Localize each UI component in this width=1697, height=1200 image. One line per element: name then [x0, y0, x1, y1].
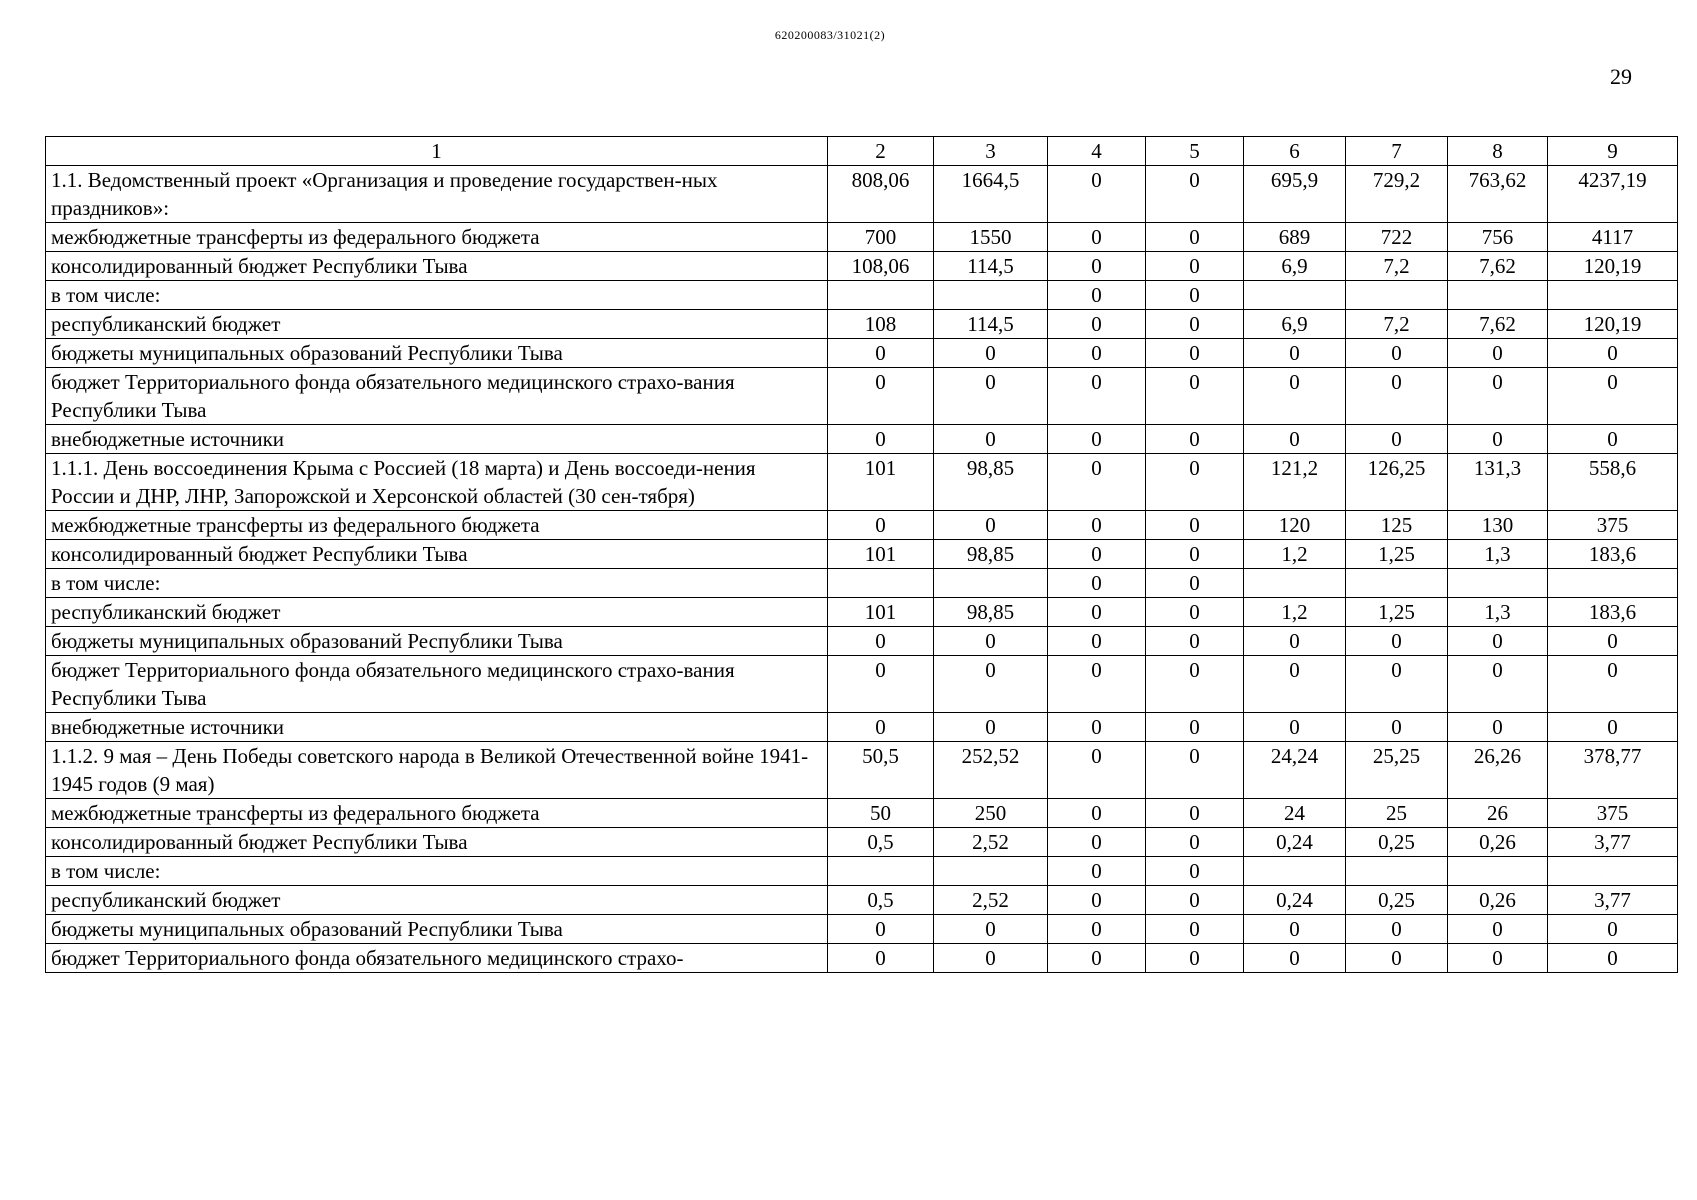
- value-cell: 0: [1146, 511, 1244, 540]
- row-label: 1.1.1. День воссоединения Крыма с Россией (18 марта) и День воссоеди-нения России и ДНР, ЛНР, Запорожской и Херсонской областей (30 сен-тября): [46, 454, 828, 511]
- value-cell: 0: [934, 339, 1048, 368]
- column-header: 2: [828, 137, 934, 166]
- table-row: [46, 598, 1678, 627]
- value-cell: [828, 569, 934, 598]
- value-cell: 0: [1146, 281, 1244, 310]
- value-cell: 101: [828, 540, 934, 569]
- value-cell: 50,5: [828, 742, 934, 799]
- value-cell: 114,5: [934, 252, 1048, 281]
- value-cell: 1,25: [1346, 540, 1448, 569]
- value-cell: 0: [1146, 425, 1244, 454]
- value-cell: 0: [1146, 569, 1244, 598]
- value-cell: 0: [1146, 742, 1244, 799]
- value-cell: 0: [1146, 886, 1244, 915]
- column-header: 5: [1146, 137, 1244, 166]
- value-cell: 0: [1146, 454, 1244, 511]
- value-cell: 700: [828, 223, 934, 252]
- value-cell: 0: [1448, 627, 1548, 656]
- value-cell: 0: [1048, 223, 1146, 252]
- value-cell: 1,25: [1346, 598, 1448, 627]
- table-row: [46, 425, 1678, 454]
- table-row: [46, 886, 1678, 915]
- value-cell: 26: [1448, 799, 1548, 828]
- value-cell: 0: [1346, 368, 1448, 425]
- value-cell: [1244, 281, 1346, 310]
- value-cell: 0,24: [1244, 886, 1346, 915]
- value-cell: 0: [1244, 713, 1346, 742]
- value-cell: 0: [828, 339, 934, 368]
- value-cell: 0: [1548, 627, 1678, 656]
- value-cell: 0,5: [828, 828, 934, 857]
- value-cell: 183,6: [1548, 540, 1678, 569]
- row-label: бюджеты муниципальных образований Республики Тыва: [46, 339, 828, 368]
- value-cell: 0: [1146, 598, 1244, 627]
- row-label: межбюджетные трансферты из федерального бюджета: [46, 223, 828, 252]
- table-row: [46, 339, 1678, 368]
- value-cell: 0: [1048, 540, 1146, 569]
- value-cell: 0: [1346, 656, 1448, 713]
- value-cell: [1448, 857, 1548, 886]
- value-cell: [1448, 281, 1548, 310]
- value-cell: 0: [1048, 281, 1146, 310]
- value-cell: 24,24: [1244, 742, 1346, 799]
- value-cell: 0: [1448, 944, 1548, 973]
- value-cell: 558,6: [1548, 454, 1678, 511]
- value-cell: 0: [1146, 166, 1244, 223]
- value-cell: 130: [1448, 511, 1548, 540]
- value-cell: 0: [1244, 425, 1346, 454]
- column-header: 3: [934, 137, 1048, 166]
- value-cell: 0: [1346, 713, 1448, 742]
- value-cell: 0: [1146, 339, 1244, 368]
- value-cell: 0,26: [1448, 886, 1548, 915]
- value-cell: [828, 281, 934, 310]
- value-cell: 0: [1146, 656, 1244, 713]
- value-cell: 0: [1548, 944, 1678, 973]
- table-row: [46, 166, 1678, 223]
- value-cell: 0: [1548, 425, 1678, 454]
- value-cell: 98,85: [934, 598, 1048, 627]
- value-cell: 0: [1548, 339, 1678, 368]
- value-cell: 0: [1448, 425, 1548, 454]
- table-row: [46, 310, 1678, 339]
- value-cell: 0: [1146, 799, 1244, 828]
- table-row: [46, 223, 1678, 252]
- table-row: [46, 799, 1678, 828]
- row-label: республиканский бюджет: [46, 886, 828, 915]
- value-cell: 0: [934, 425, 1048, 454]
- value-cell: [934, 281, 1048, 310]
- value-cell: 0: [934, 368, 1048, 425]
- column-header-row: [46, 137, 1678, 166]
- value-cell: [1346, 569, 1448, 598]
- value-cell: 0: [1244, 944, 1346, 973]
- value-cell: 756: [1448, 223, 1548, 252]
- document-code: 620200083/31021(2): [774, 28, 886, 42]
- row-label: в том числе:: [46, 281, 828, 310]
- row-label: консолидированный бюджет Республики Тыва: [46, 252, 828, 281]
- value-cell: 0: [1346, 627, 1448, 656]
- value-cell: 7,62: [1448, 252, 1548, 281]
- value-cell: [828, 857, 934, 886]
- row-label: бюджет Территориального фонда обязательного медицинского страхо-вания Республики Тыва: [46, 656, 828, 713]
- value-cell: [1346, 281, 1448, 310]
- value-cell: 695,9: [1244, 166, 1346, 223]
- value-cell: 0: [1146, 252, 1244, 281]
- value-cell: 50: [828, 799, 934, 828]
- value-cell: 0: [1048, 627, 1146, 656]
- value-cell: 0: [1048, 857, 1146, 886]
- value-cell: [1548, 857, 1678, 886]
- value-cell: 0: [1146, 540, 1244, 569]
- value-cell: 108: [828, 310, 934, 339]
- value-cell: 0: [1448, 656, 1548, 713]
- value-cell: 0: [1048, 569, 1146, 598]
- value-cell: 0: [1548, 713, 1678, 742]
- value-cell: 0: [1448, 915, 1548, 944]
- value-cell: 101: [828, 598, 934, 627]
- value-cell: 120,19: [1548, 310, 1678, 339]
- value-cell: 0,26: [1448, 828, 1548, 857]
- value-cell: 1550: [934, 223, 1048, 252]
- value-cell: 0: [828, 425, 934, 454]
- row-label: республиканский бюджет: [46, 598, 828, 627]
- row-label: внебюджетные источники: [46, 713, 828, 742]
- value-cell: 114,5: [934, 310, 1048, 339]
- value-cell: 126,25: [1346, 454, 1448, 511]
- table-row: [46, 454, 1678, 511]
- value-cell: 0: [1146, 310, 1244, 339]
- value-cell: 0: [1048, 339, 1146, 368]
- value-cell: 0: [1448, 713, 1548, 742]
- row-label: 1.1. Ведомственный проект «Организация и проведение государствен-ных праздников»:: [46, 166, 828, 223]
- value-cell: 0: [1244, 368, 1346, 425]
- value-cell: 0: [1048, 828, 1146, 857]
- value-cell: [1346, 857, 1448, 886]
- value-cell: [1448, 569, 1548, 598]
- value-cell: 0: [1048, 742, 1146, 799]
- value-cell: 0: [1146, 828, 1244, 857]
- table-row: [46, 281, 1678, 310]
- table-row: [46, 368, 1678, 425]
- row-label: в том числе:: [46, 569, 828, 598]
- value-cell: 98,85: [934, 454, 1048, 511]
- value-cell: 98,85: [934, 540, 1048, 569]
- table-body: [46, 166, 1678, 973]
- value-cell: 25: [1346, 799, 1448, 828]
- value-cell: 0: [1346, 944, 1448, 973]
- value-cell: 7,2: [1346, 310, 1448, 339]
- row-label: бюджет Территориального фонда обязательного медицинского страхо-: [46, 944, 828, 973]
- value-cell: 108,06: [828, 252, 934, 281]
- value-cell: 131,3: [1448, 454, 1548, 511]
- value-cell: 120,19: [1548, 252, 1678, 281]
- column-header: 1: [46, 137, 828, 166]
- row-label: внебюджетные источники: [46, 425, 828, 454]
- value-cell: 722: [1346, 223, 1448, 252]
- value-cell: 378,77: [1548, 742, 1678, 799]
- value-cell: 183,6: [1548, 598, 1678, 627]
- column-header: 4: [1048, 137, 1146, 166]
- value-cell: 0: [1448, 368, 1548, 425]
- value-cell: 1,3: [1448, 540, 1548, 569]
- value-cell: 0: [1548, 915, 1678, 944]
- value-cell: 0: [1146, 223, 1244, 252]
- value-cell: 0: [1048, 425, 1146, 454]
- value-cell: 763,62: [1448, 166, 1548, 223]
- value-cell: 101: [828, 454, 934, 511]
- value-cell: 0: [934, 713, 1048, 742]
- column-header: 8: [1448, 137, 1548, 166]
- value-cell: 2,52: [934, 886, 1048, 915]
- value-cell: 6,9: [1244, 310, 1346, 339]
- row-label: межбюджетные трансферты из федерального бюджета: [46, 799, 828, 828]
- value-cell: 0: [828, 368, 934, 425]
- value-cell: 0: [1346, 425, 1448, 454]
- row-label: межбюджетные трансферты из федерального бюджета: [46, 511, 828, 540]
- value-cell: 0: [1048, 944, 1146, 973]
- table-row: [46, 915, 1678, 944]
- value-cell: 0: [1244, 656, 1346, 713]
- value-cell: 729,2: [1346, 166, 1448, 223]
- table-row: [46, 742, 1678, 799]
- value-cell: 3,77: [1548, 886, 1678, 915]
- column-header: 9: [1548, 137, 1678, 166]
- value-cell: 24: [1244, 799, 1346, 828]
- value-cell: [1548, 281, 1678, 310]
- value-cell: 4237,19: [1548, 166, 1678, 223]
- row-label: бюджеты муниципальных образований Республики Тыва: [46, 627, 828, 656]
- value-cell: 0,5: [828, 886, 934, 915]
- value-cell: 125: [1346, 511, 1448, 540]
- value-cell: 0: [1048, 799, 1146, 828]
- value-cell: 0: [1048, 310, 1146, 339]
- value-cell: 7,2: [1346, 252, 1448, 281]
- value-cell: 0: [828, 656, 934, 713]
- budget-table: [45, 136, 1678, 973]
- value-cell: [1548, 569, 1678, 598]
- value-cell: 25,25: [1346, 742, 1448, 799]
- value-cell: 120: [1244, 511, 1346, 540]
- value-cell: 121,2: [1244, 454, 1346, 511]
- value-cell: 1,2: [1244, 598, 1346, 627]
- value-cell: 1,3: [1448, 598, 1548, 627]
- value-cell: 0: [828, 915, 934, 944]
- page-number: 29: [1610, 64, 1632, 89]
- table-row: [46, 252, 1678, 281]
- value-cell: 0: [828, 713, 934, 742]
- value-cell: 6,9: [1244, 252, 1346, 281]
- value-cell: 0: [1244, 339, 1346, 368]
- value-cell: [934, 857, 1048, 886]
- row-label: республиканский бюджет: [46, 310, 828, 339]
- table-row: [46, 627, 1678, 656]
- table-row: [46, 540, 1678, 569]
- value-cell: 0: [1048, 886, 1146, 915]
- value-cell: 0: [828, 511, 934, 540]
- value-cell: 0: [1346, 339, 1448, 368]
- value-cell: [1244, 857, 1346, 886]
- row-label: консолидированный бюджет Республики Тыва: [46, 828, 828, 857]
- value-cell: 0: [1346, 915, 1448, 944]
- value-cell: 1,2: [1244, 540, 1346, 569]
- value-cell: 3,77: [1548, 828, 1678, 857]
- value-cell: 0: [1146, 627, 1244, 656]
- value-cell: 0: [934, 627, 1048, 656]
- value-cell: 0: [1048, 166, 1146, 223]
- row-label: в том числе:: [46, 857, 828, 886]
- row-label: консолидированный бюджет Республики Тыва: [46, 540, 828, 569]
- value-cell: 0: [1146, 713, 1244, 742]
- value-cell: [934, 569, 1048, 598]
- value-cell: 0: [934, 511, 1048, 540]
- value-cell: 26,26: [1448, 742, 1548, 799]
- value-cell: 0: [1448, 339, 1548, 368]
- value-cell: 0,24: [1244, 828, 1346, 857]
- row-label: бюджет Территориального фонда обязательного медицинского страхо-вания Республики Тыва: [46, 368, 828, 425]
- value-cell: 0: [1048, 511, 1146, 540]
- table-row: [46, 511, 1678, 540]
- table-row: [46, 713, 1678, 742]
- table-row: [46, 569, 1678, 598]
- value-cell: 0: [1548, 656, 1678, 713]
- value-cell: 0: [1146, 857, 1244, 886]
- table-row: [46, 656, 1678, 713]
- value-cell: 0: [1244, 627, 1346, 656]
- value-cell: 0,25: [1346, 886, 1448, 915]
- value-cell: 0: [1048, 252, 1146, 281]
- table-row: [46, 857, 1678, 886]
- value-cell: 0: [1048, 368, 1146, 425]
- row-label: бюджеты муниципальных образований Республики Тыва: [46, 915, 828, 944]
- value-cell: 0: [1048, 713, 1146, 742]
- value-cell: 0: [1146, 944, 1244, 973]
- value-cell: 250: [934, 799, 1048, 828]
- value-cell: 375: [1548, 799, 1678, 828]
- value-cell: 0: [934, 915, 1048, 944]
- value-cell: [1244, 569, 1346, 598]
- value-cell: 0: [1146, 915, 1244, 944]
- value-cell: 0: [1048, 656, 1146, 713]
- value-cell: 0,25: [1346, 828, 1448, 857]
- value-cell: 1664,5: [934, 166, 1048, 223]
- column-header: 7: [1346, 137, 1448, 166]
- value-cell: 0: [1244, 915, 1346, 944]
- value-cell: 7,62: [1448, 310, 1548, 339]
- value-cell: 4117: [1548, 223, 1678, 252]
- value-cell: 808,06: [828, 166, 934, 223]
- value-cell: 0: [934, 944, 1048, 973]
- value-cell: 0: [1048, 454, 1146, 511]
- value-cell: 0: [1048, 598, 1146, 627]
- value-cell: 0: [934, 656, 1048, 713]
- row-label: 1.1.2. 9 мая – День Победы советского народа в Великой Отечественной войне 1941-1945 годов (9 мая): [46, 742, 828, 799]
- value-cell: 375: [1548, 511, 1678, 540]
- column-header: 6: [1244, 137, 1346, 166]
- value-cell: 689: [1244, 223, 1346, 252]
- value-cell: 0: [828, 944, 934, 973]
- value-cell: 0: [1146, 368, 1244, 425]
- table-row: [46, 828, 1678, 857]
- value-cell: 0: [828, 627, 934, 656]
- value-cell: 252,52: [934, 742, 1048, 799]
- table-row: [46, 944, 1678, 973]
- value-cell: 0: [1548, 368, 1678, 425]
- value-cell: 0: [1048, 915, 1146, 944]
- value-cell: 2,52: [934, 828, 1048, 857]
